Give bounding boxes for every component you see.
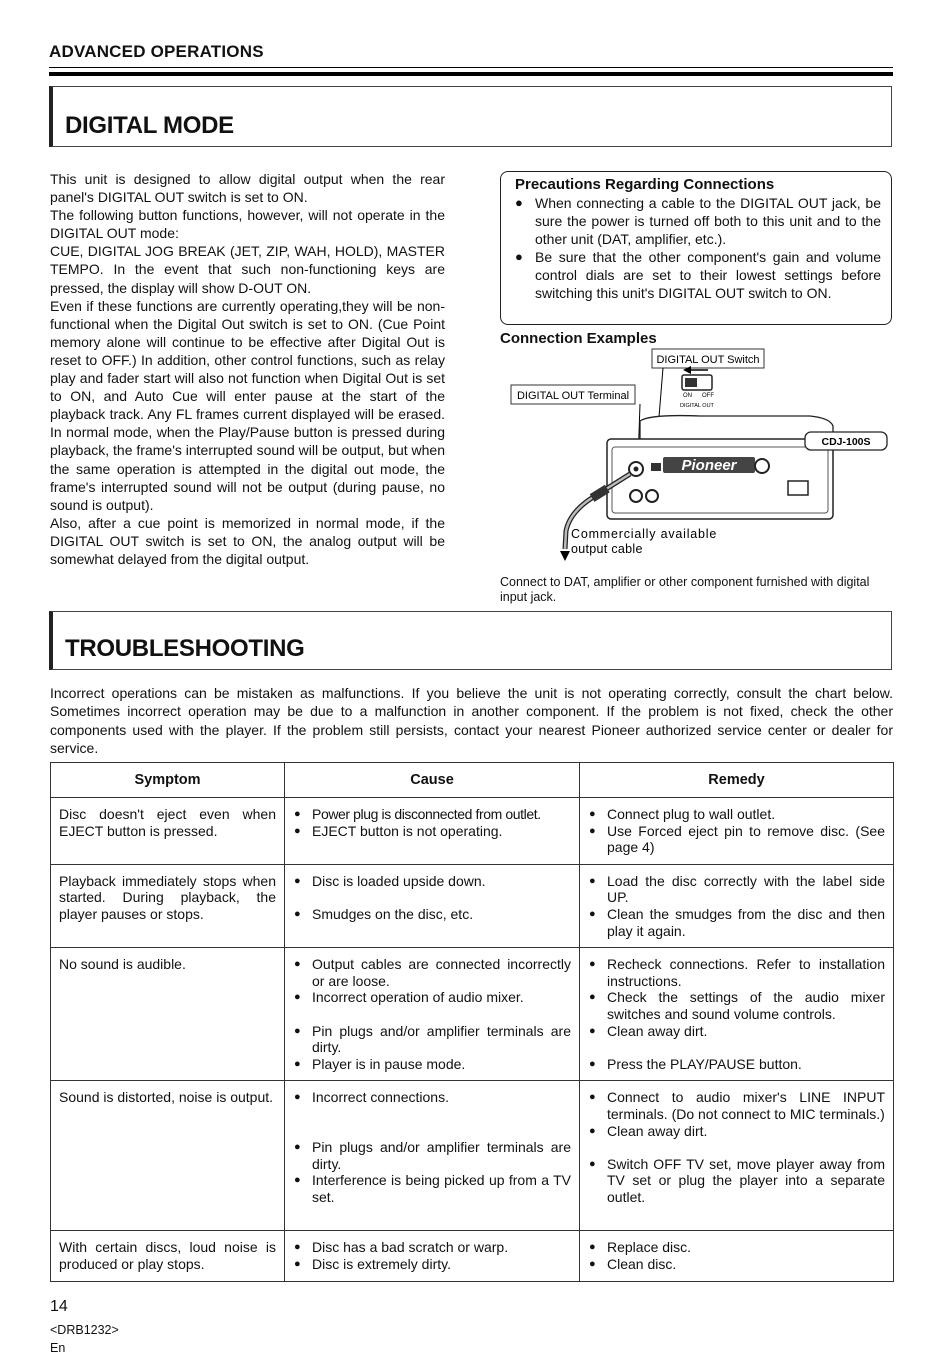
cause-item: ● Pin plugs and/or amplifier terminals are dirty.	[293, 1139, 571, 1172]
symptom-cell: Sound is distorted, noise is output.	[51, 1081, 285, 1231]
troubleshooting-title-box	[49, 611, 892, 670]
remedy-cell	[580, 798, 894, 865]
remedy-item: ● Connect plug to wall outlet.	[588, 806, 885, 823]
cause-item: ● Incorrect operation of audio mixer.	[293, 989, 571, 1006]
pioneer-logo: Pioneer	[681, 457, 737, 474]
troubleshooting-intro: Incorrect operations can be mistaken as malfunctions. If you believe the unit is not operating correctly, consult the chart below. Sometimes incorrect operation may be due to a malfunction in another component. If the problem is not fixed, check the other components used with the player. If the problem still persists, contact your nearest Pioneer authorized service center or dealer for service.	[50, 685, 893, 756]
remedy-item: ● Check the settings of the audio mixer switches and sound volume controls.	[588, 989, 885, 1022]
precautions-title: Precautions Regarding Connections	[515, 176, 775, 193]
language-code: En	[50, 1341, 66, 1355]
switch-on-label: ON	[683, 393, 692, 399]
cause-item: ● Power plug is disconnected from outlet.	[293, 806, 571, 823]
cause-item: ● Output cables are connected incorrectly or are loose.	[293, 956, 571, 989]
digital-mode-paragraph: CUE, DIGITAL JOG BREAK (JET, ZIP, WAH, HOLD), MASTER TEMPO. In the event that such non-functioning keys are pressed, the display will show D-OUT ON.	[50, 243, 445, 296]
cable-label-line-1: Commercially available	[571, 527, 718, 541]
jack-center	[634, 467, 639, 472]
remedy-cell	[580, 948, 894, 1081]
audio-out-jack-r	[646, 490, 658, 502]
audio-out-jack-l	[630, 490, 642, 502]
table-row	[51, 948, 894, 1081]
switch-caption: DIGITAL OUT	[680, 403, 714, 409]
digital-mode-paragraph: Even if these functions are currently operating,they will be non-functional when the Digital Out switch is set to ON. (Cue Point memory alone will continue to be effective after Digital Out is reset to OFF.) In addition, other control functions, such as relay play and fader start will also not function when Digital Out is set to ON, and Auto Cue will enter pause at the start of the playback track. Any FL frames current displayed will be erased. In normal mode, when the Play/Pause button is pressed during playback, the frame's interrupted sound will be output, but when the same operation is attempted in the digital out mode, the frame's interrupted sound will not be output (during pause, no sound is output).	[50, 297, 445, 513]
digital-mode-paragraph: The following button functions, however, will not operate in the DIGITAL OUT mode:	[50, 207, 445, 242]
cause-cell	[285, 1081, 580, 1231]
connection-examples-heading: Connection Examples	[500, 330, 657, 347]
symptom-cell: With certain discs, loud noise is produced or play stops.	[51, 1231, 285, 1281]
document-code: <DRB1232>	[50, 1323, 119, 1337]
remedy-item: ● Use Forced eject pin to remove disc. (See page 4)	[588, 823, 885, 856]
table-row	[51, 864, 894, 947]
model-label: CDJ-100S	[821, 436, 871, 448]
remedy-item: ● Load the disc correctly with the label side UP.	[588, 873, 885, 906]
switch-on-unit	[651, 463, 661, 471]
remedy-item: ● Connect to audio mixer's LINE INPUT terminals. (Do not connect to MIC terminals.)	[588, 1089, 885, 1122]
remedy-item: ● Clean disc.	[588, 1256, 885, 1273]
switch-knob	[685, 378, 697, 387]
digital-mode-title: DIGITAL MODE	[65, 112, 234, 139]
terminal-label: DIGITAL OUT Terminal	[516, 390, 630, 402]
remedy-cell	[580, 864, 894, 947]
table-row	[51, 798, 894, 865]
cause-cell	[285, 798, 580, 865]
remedy-item: ● Press the PLAY/PAUSE button.	[588, 1056, 885, 1073]
symptom-cell: Disc doesn't eject even when EJECT button is pressed.	[51, 798, 285, 865]
switch-label: DIGITAL OUT Switch	[656, 354, 760, 366]
symptom-cell: Playback immediately stops when started. During playback, the player pauses or stops.	[51, 864, 285, 947]
cause-item: ● Disc has a bad scratch or warp.	[293, 1239, 571, 1256]
cause-cell	[285, 948, 580, 1081]
page-number: 14	[50, 1298, 68, 1315]
remedy-item: ● Replace disc.	[588, 1239, 885, 1256]
remedy-item: ● Clean away dirt.	[588, 1123, 885, 1140]
precautions-list	[515, 194, 881, 302]
power-cord-inlet	[755, 459, 769, 473]
cause-item: ● Disc is loaded upside down.	[293, 873, 571, 890]
cable-label-line-2: output cable	[571, 542, 643, 556]
remedy-item: ● Switch OFF TV set, move player away from TV set or plug the player into a separate outlet.	[588, 1156, 885, 1206]
switch-off-label: OFF	[702, 393, 714, 399]
remedy-item: ● Recheck connections. Refer to installation instructions.	[588, 956, 885, 989]
precautions-box	[500, 171, 892, 325]
section-label: ADVANCED OPERATIONS	[49, 42, 264, 61]
header-rule-thin	[49, 67, 893, 68]
cause-cell	[285, 1231, 580, 1281]
troubleshooting-title: TROUBLESHOOTING	[65, 635, 305, 662]
connection-note: Connect to DAT, amplifier or other component furnished with digital input jack.	[500, 575, 870, 604]
digital-mode-paragraph: This unit is designed to allow digital output when the rear panel's DIGITAL OUT switch is set to ON.	[50, 171, 445, 206]
remedy-cell	[580, 1081, 894, 1231]
table-header-row	[51, 763, 894, 798]
unit-top-outline	[640, 416, 833, 441]
precaution-item: ● When connecting a cable to the DIGITAL OUT jack, be sure the power is turned off both to this unit and to the other unit (DAT, amplifier, etc.).	[515, 194, 881, 248]
remedy-item: ● Clean the smudges from the disc and then play it again.	[588, 906, 885, 939]
cause-cell	[285, 864, 580, 947]
digital-mode-title-box	[49, 86, 892, 147]
cause-item: ● Disc is extremely dirty.	[293, 1256, 571, 1273]
power-switch	[788, 481, 808, 495]
table-row	[51, 1231, 894, 1281]
cause-item: ● Player is in pause mode.	[293, 1056, 571, 1073]
cause-item: ● Interference is being picked up from a TV set.	[293, 1172, 571, 1205]
cause-item: ● Incorrect connections.	[293, 1089, 571, 1106]
column-header-remedy: Remedy	[580, 763, 894, 798]
digital-mode-body	[50, 170, 445, 568]
connection-diagram	[500, 346, 895, 576]
troubleshooting-table	[50, 762, 894, 1282]
column-header-symptom: Symptom	[51, 763, 285, 798]
cause-item: ● EJECT button is not operating.	[293, 823, 571, 840]
cause-item: ● Smudges on the disc, etc.	[293, 906, 571, 923]
symptom-cell: No sound is audible.	[51, 948, 285, 1081]
header-rule-thick	[49, 72, 893, 76]
down-arrow-icon	[560, 551, 570, 561]
remedy-cell	[580, 1231, 894, 1281]
table-row	[51, 1081, 894, 1231]
digital-mode-paragraph: Also, after a cue point is memorized in normal mode, if the DIGITAL OUT switch is set to ON, the analog output will be somewhat delayed from the digital output.	[50, 514, 445, 567]
cause-item: ● Pin plugs and/or amplifier terminals are dirty.	[293, 1023, 571, 1056]
precaution-item: ● Be sure that the other component's gain and volume control dials are set to their lowest settings before switching this unit's DIGITAL OUT switch to ON.	[515, 248, 881, 302]
column-header-cause: Cause	[285, 763, 580, 798]
remedy-item: ● Clean away dirt.	[588, 1023, 885, 1040]
unit-rear-panel	[607, 439, 833, 519]
